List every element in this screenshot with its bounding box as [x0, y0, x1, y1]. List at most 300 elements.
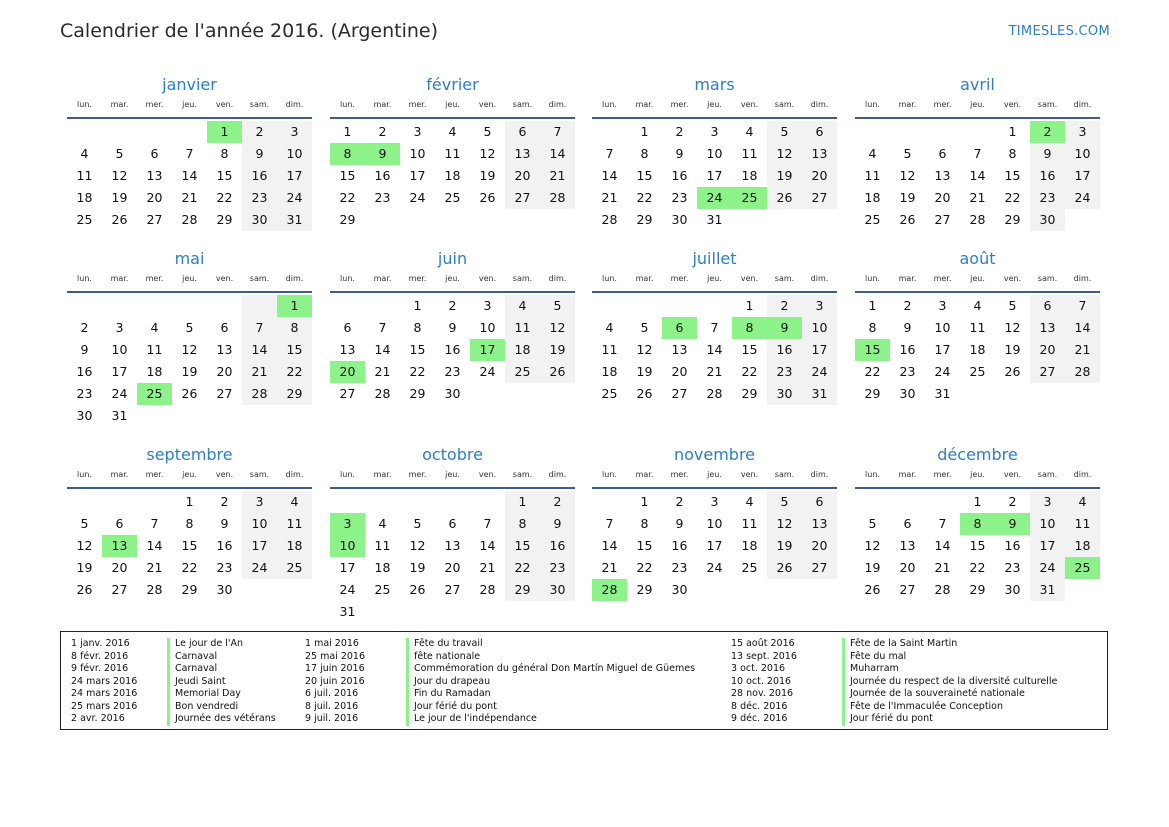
- weekday-label: ven.: [215, 274, 234, 283]
- day-cell: 21: [706, 364, 723, 379]
- day-cell: 26: [76, 582, 93, 597]
- day-cell: 26: [767, 187, 802, 209]
- empty-cell: [330, 491, 365, 513]
- day-cell: 13: [671, 342, 688, 357]
- empty-cell: [102, 295, 137, 317]
- weekday-label: sam.: [1037, 274, 1058, 283]
- day-cell: 20: [802, 535, 837, 557]
- day-cell: 23: [671, 560, 688, 575]
- weekday-label: sam.: [512, 274, 533, 283]
- header-rule: [67, 117, 312, 119]
- day-cell: 14: [181, 168, 198, 183]
- header-rule: [330, 487, 575, 489]
- day-cell: 30: [444, 386, 461, 401]
- day-cell: 6: [802, 491, 837, 513]
- day-cell: 28: [706, 386, 723, 401]
- day-cell: 24: [802, 361, 837, 383]
- legend-names-col-3: [842, 638, 1057, 726]
- day-cell: 25: [741, 560, 758, 575]
- empty-cell: [365, 491, 400, 513]
- day-cell: 5: [903, 146, 912, 161]
- day-cell: 17: [339, 560, 356, 575]
- weekday-label: dim.: [285, 470, 304, 479]
- day-cell: 14: [540, 143, 575, 165]
- day-cell: 26: [409, 582, 426, 597]
- day-cell: 5: [767, 491, 802, 513]
- day-cell: 19: [864, 560, 881, 575]
- day-cell: 11: [601, 342, 618, 357]
- day-cell: 24: [1030, 557, 1065, 579]
- empty-cell: [365, 295, 400, 317]
- legend-holiday-name: Journée de la souveraineté nationale: [842, 688, 1057, 701]
- day-cell: 12: [767, 143, 802, 165]
- month-block: [67, 247, 312, 427]
- day-grid: [330, 491, 575, 623]
- weekday-label: jeu.: [707, 100, 722, 109]
- day-cell: 7: [378, 320, 387, 335]
- month-name: mars: [694, 75, 735, 94]
- day-cell: 9: [80, 342, 89, 357]
- day-cell: 21: [374, 364, 391, 379]
- weekday-label: dim.: [548, 470, 567, 479]
- legend-date: 9 déc. 2016: [731, 713, 788, 724]
- day-cell: 22: [216, 190, 233, 205]
- day-cell: 15: [636, 168, 653, 183]
- holiday-day-cell: 9: [995, 513, 1030, 535]
- day-cell: 23: [444, 364, 461, 379]
- day-cell: 1: [1008, 124, 1017, 139]
- holiday-day-cell: 1: [277, 295, 312, 317]
- day-cell: 3: [802, 295, 837, 317]
- day-cell: 15: [277, 339, 312, 361]
- weekday-label: mar.: [373, 274, 392, 283]
- empty-cell: [592, 121, 627, 143]
- day-cell: 15: [636, 538, 653, 553]
- day-cell: 21: [934, 560, 951, 575]
- month-block: [330, 247, 575, 405]
- day-cell: 9: [242, 143, 277, 165]
- weekday-label: ven.: [215, 470, 234, 479]
- legend-date: 24 mars 2016: [71, 675, 138, 687]
- day-grid: [592, 295, 837, 405]
- day-cell: 17: [111, 364, 128, 379]
- day-cell: 12: [111, 168, 128, 183]
- day-cell: 20: [111, 560, 128, 575]
- weekday-label: dim.: [548, 274, 567, 283]
- month-name: septembre: [146, 445, 233, 464]
- day-cell: 4: [505, 295, 540, 317]
- day-cell: 15: [409, 342, 426, 357]
- day-cell: 3: [277, 121, 312, 143]
- day-cell: 11: [864, 168, 881, 183]
- day-cell: 31: [1030, 579, 1065, 601]
- day-cell: 26: [540, 361, 575, 383]
- day-cell: 11: [277, 513, 312, 535]
- day-cell: 21: [601, 190, 618, 205]
- holiday-day-cell: 20: [330, 361, 365, 383]
- day-cell: 18: [76, 190, 93, 205]
- day-cell: 11: [146, 342, 163, 357]
- weekday-label: jeu.: [707, 274, 722, 283]
- day-cell: 26: [864, 582, 881, 597]
- day-cell: 4: [1065, 491, 1100, 513]
- day-cell: 11: [741, 146, 758, 161]
- day-cell: 1: [413, 298, 422, 313]
- day-cell: 6: [505, 121, 540, 143]
- month-name: avril: [960, 75, 995, 94]
- day-cell: 17: [1065, 165, 1100, 187]
- legend-date: 9 févr. 2016: [71, 663, 129, 674]
- day-cell: 31: [111, 408, 128, 423]
- day-cell: 13: [1030, 317, 1065, 339]
- day-cell: 6: [802, 121, 837, 143]
- day-cell: 17: [802, 339, 837, 361]
- weekday-label: dim.: [810, 274, 829, 283]
- month-block: [330, 443, 575, 623]
- day-cell: 29: [741, 386, 758, 401]
- day-cell: 4: [605, 320, 614, 335]
- day-cell: 1: [640, 124, 649, 139]
- day-cell: 9: [1030, 143, 1065, 165]
- legend-date: 24 mars 2016: [71, 688, 138, 699]
- day-grid: [855, 121, 1100, 231]
- day-cell: 1: [343, 124, 352, 139]
- day-cell: 9: [675, 146, 684, 161]
- weekday-label: mer.: [408, 100, 427, 109]
- weekday-label: mar.: [110, 470, 129, 479]
- legend-date: 2 avr. 2016: [71, 713, 125, 724]
- month-name: novembre: [673, 445, 756, 464]
- day-cell: 4: [150, 320, 159, 335]
- weekday-label: lun.: [602, 470, 617, 479]
- weekday-label: sam.: [249, 470, 270, 479]
- day-cell: 2: [675, 124, 684, 139]
- day-cell: 10: [706, 146, 723, 161]
- day-cell: 17: [934, 342, 951, 357]
- day-cell: 28: [969, 212, 986, 227]
- day-cell: 31: [339, 604, 356, 619]
- day-cell: 23: [76, 386, 93, 401]
- day-cell: 13: [934, 168, 951, 183]
- day-grid: [67, 121, 312, 231]
- month-block: [330, 73, 575, 231]
- day-cell: 20: [216, 364, 233, 379]
- legend-holiday-name: Fin du Ramadan: [406, 688, 695, 701]
- day-cell: 29: [636, 582, 653, 597]
- day-cell: 24: [1065, 187, 1100, 209]
- day-cell: 20: [1030, 339, 1065, 361]
- holiday-day-cell: 8: [330, 143, 365, 165]
- weekday-label: lun.: [865, 100, 880, 109]
- day-cell: 21: [181, 190, 198, 205]
- weekday-label: ven.: [740, 274, 759, 283]
- day-cell: 5: [767, 121, 802, 143]
- day-cell: 4: [868, 146, 877, 161]
- day-cell: 7: [242, 317, 277, 339]
- weekday-label: sam.: [249, 274, 270, 283]
- empty-cell: [960, 121, 995, 143]
- day-cell: 23: [1004, 560, 1021, 575]
- day-cell: 10: [409, 146, 426, 161]
- day-cell: 3: [938, 298, 947, 313]
- day-cell: 17: [1030, 535, 1065, 557]
- legend-holiday-name: Jeudi Saint: [167, 676, 276, 689]
- day-cell: 3: [483, 298, 492, 313]
- day-cell: 13: [339, 342, 356, 357]
- legend-date: 15 août 2016: [731, 638, 795, 649]
- day-cell: 16: [444, 342, 461, 357]
- day-cell: 22: [505, 557, 540, 579]
- day-cell: 29: [864, 386, 881, 401]
- day-cell: 29: [636, 212, 653, 227]
- day-cell: 23: [216, 560, 233, 575]
- empty-cell: [137, 491, 172, 513]
- day-cell: 18: [374, 560, 391, 575]
- day-cell: 6: [903, 516, 912, 531]
- header-rule: [592, 117, 837, 119]
- weekday-label: jeu.: [445, 274, 460, 283]
- month-name: juillet: [692, 249, 737, 268]
- weekday-label: jeu.: [707, 470, 722, 479]
- day-cell: 27: [1030, 361, 1065, 383]
- header-rule: [330, 117, 575, 119]
- day-cell: 15: [216, 168, 233, 183]
- day-cell: 26: [636, 386, 653, 401]
- day-cell: 10: [934, 320, 951, 335]
- day-cell: 11: [374, 538, 391, 553]
- day-cell: 8: [413, 320, 422, 335]
- weekday-header: [592, 467, 837, 482]
- weekday-label: mar.: [110, 100, 129, 109]
- day-cell: 27: [802, 557, 837, 579]
- day-cell: 10: [1030, 513, 1065, 535]
- day-cell: 22: [181, 560, 198, 575]
- day-cell: 5: [413, 516, 422, 531]
- header-rule: [67, 291, 312, 293]
- day-cell: 5: [640, 320, 649, 335]
- day-cell: 18: [1065, 535, 1100, 557]
- day-cell: 18: [741, 168, 758, 183]
- holiday-day-cell: 17: [470, 339, 505, 361]
- day-cell: 26: [181, 386, 198, 401]
- day-cell: 5: [80, 516, 89, 531]
- weekday-label: mer.: [933, 470, 952, 479]
- empty-cell: [172, 295, 207, 317]
- day-cell: 24: [277, 187, 312, 209]
- day-cell: 13: [146, 168, 163, 183]
- weekday-label: mer.: [933, 274, 952, 283]
- day-cell: 9: [903, 320, 912, 335]
- day-cell: 20: [802, 165, 837, 187]
- day-cell: 12: [864, 538, 881, 553]
- day-cell: 16: [767, 339, 802, 361]
- day-cell: 14: [1065, 317, 1100, 339]
- weekday-label: mer.: [408, 274, 427, 283]
- day-cell: 19: [76, 560, 93, 575]
- day-cell: 6: [448, 516, 457, 531]
- day-cell: 11: [76, 168, 93, 183]
- holiday-day-cell: 2: [1030, 121, 1065, 143]
- legend-date: 10 oct. 2016: [731, 675, 792, 687]
- day-cell: 15: [505, 535, 540, 557]
- day-cell: 13: [899, 538, 916, 553]
- day-cell: 27: [899, 582, 916, 597]
- day-cell: 16: [76, 364, 93, 379]
- day-cell: 25: [277, 557, 312, 579]
- empty-cell: [627, 295, 662, 317]
- day-cell: 3: [413, 124, 422, 139]
- day-cell: 14: [969, 168, 986, 183]
- day-cell: 28: [934, 582, 951, 597]
- month-block: [67, 443, 312, 601]
- day-cell: 19: [409, 560, 426, 575]
- day-cell: 20: [934, 190, 951, 205]
- weekday-label: dim.: [1073, 470, 1092, 479]
- day-cell: 18: [741, 538, 758, 553]
- day-cell: 29: [181, 582, 198, 597]
- weekday-label: mar.: [373, 470, 392, 479]
- day-cell: 31: [934, 386, 951, 401]
- weekday-label: lun.: [865, 274, 880, 283]
- day-cell: 18: [601, 364, 618, 379]
- legend-date: 9 juil. 2016: [305, 713, 359, 724]
- day-cell: 18: [505, 339, 540, 361]
- site-link[interactable]: TIMESLES.COM: [1008, 24, 1110, 39]
- day-cell: 7: [710, 320, 719, 335]
- day-cell: 5: [540, 295, 575, 317]
- legend-dates-col-3: [731, 638, 797, 726]
- day-cell: 2: [767, 295, 802, 317]
- weekday-label: dim.: [548, 100, 567, 109]
- day-cell: 10: [802, 317, 837, 339]
- empty-cell: [890, 121, 925, 143]
- header-rule: [855, 487, 1100, 489]
- day-grid: [592, 121, 837, 231]
- legend-date: 6 juil. 2016: [305, 688, 359, 699]
- day-cell: 18: [969, 342, 986, 357]
- empty-cell: [242, 295, 277, 317]
- day-cell: 10: [479, 320, 496, 335]
- day-cell: 27: [802, 187, 837, 209]
- day-cell: 7: [973, 146, 982, 161]
- day-cell: 16: [1004, 538, 1021, 553]
- legend-dates-col-2: [305, 638, 365, 726]
- day-cell: 23: [671, 190, 688, 205]
- day-cell: 10: [277, 143, 312, 165]
- legend-holiday-name: Memorial Day: [167, 688, 276, 701]
- day-cell: 16: [1030, 165, 1065, 187]
- weekday-header: [67, 467, 312, 482]
- day-cell: 16: [540, 535, 575, 557]
- holiday-day-cell: 28: [592, 579, 627, 601]
- day-cell: 12: [76, 538, 93, 553]
- legend-holiday-name: fête nationale: [406, 651, 695, 664]
- day-cell: 19: [181, 364, 198, 379]
- weekday-header: [67, 97, 312, 112]
- day-grid: [855, 491, 1100, 601]
- holiday-day-cell: 25: [137, 383, 172, 405]
- empty-cell: [592, 295, 627, 317]
- day-cell: 24: [339, 582, 356, 597]
- day-cell: 21: [242, 361, 277, 383]
- day-cell: 25: [601, 386, 618, 401]
- day-cell: 11: [741, 516, 758, 531]
- day-cell: 8: [640, 516, 649, 531]
- day-cell: 28: [1065, 361, 1100, 383]
- day-cell: 9: [220, 516, 229, 531]
- weekday-label: lun.: [77, 274, 92, 283]
- holiday-day-cell: 3: [330, 513, 365, 535]
- day-cell: 9: [675, 516, 684, 531]
- day-cell: 30: [767, 383, 802, 405]
- day-cell: 30: [216, 582, 233, 597]
- day-cell: 14: [479, 538, 496, 553]
- day-cell: 9: [540, 513, 575, 535]
- day-cell: 30: [540, 579, 575, 601]
- weekday-header: [855, 467, 1100, 482]
- day-cell: 29: [969, 582, 986, 597]
- day-cell: 20: [671, 364, 688, 379]
- day-cell: 22: [741, 364, 758, 379]
- weekday-label: dim.: [810, 470, 829, 479]
- legend-holiday-name: Bon vendredi: [167, 701, 276, 714]
- day-cell: 28: [601, 212, 618, 227]
- day-cell: 8: [505, 513, 540, 535]
- day-cell: 27: [934, 212, 951, 227]
- day-cell: 26: [767, 557, 802, 579]
- day-cell: 5: [868, 516, 877, 531]
- day-cell: 2: [903, 298, 912, 313]
- day-cell: 12: [1004, 320, 1021, 335]
- day-cell: 2: [80, 320, 89, 335]
- day-cell: 18: [277, 535, 312, 557]
- header-rule: [855, 117, 1100, 119]
- weekday-label: sam.: [512, 100, 533, 109]
- day-cell: 27: [444, 582, 461, 597]
- holiday-day-cell: 25: [732, 187, 767, 209]
- day-cell: 4: [973, 298, 982, 313]
- day-cell: 27: [111, 582, 128, 597]
- month-block: [592, 247, 837, 405]
- day-cell: 13: [802, 513, 837, 535]
- day-cell: 6: [115, 516, 124, 531]
- day-cell: 25: [374, 582, 391, 597]
- day-cell: 22: [277, 361, 312, 383]
- day-grid: [67, 491, 312, 601]
- legend-date: 1 mai 2016: [305, 638, 359, 649]
- day-cell: 3: [1065, 121, 1100, 143]
- page-title: Calendrier de l'année 2016. (Argentine): [60, 20, 439, 42]
- holiday-day-cell: 13: [102, 535, 137, 557]
- empty-cell: [662, 295, 697, 317]
- weekday-label: sam.: [249, 100, 270, 109]
- day-cell: 2: [242, 121, 277, 143]
- day-cell: 29: [409, 386, 426, 401]
- empty-cell: [855, 121, 890, 143]
- weekday-label: ven.: [478, 100, 497, 109]
- day-cell: 26: [899, 212, 916, 227]
- day-cell: 13: [216, 342, 233, 357]
- weekday-label: ven.: [1003, 470, 1022, 479]
- day-cell: 4: [448, 124, 457, 139]
- legend-date: 1 janv. 2016: [71, 638, 130, 649]
- day-cell: 11: [969, 320, 986, 335]
- day-cell: 12: [409, 538, 426, 553]
- day-cell: 13: [505, 143, 540, 165]
- day-cell: 2: [220, 494, 229, 509]
- month-name: janvier: [162, 75, 217, 94]
- empty-cell: [67, 491, 102, 513]
